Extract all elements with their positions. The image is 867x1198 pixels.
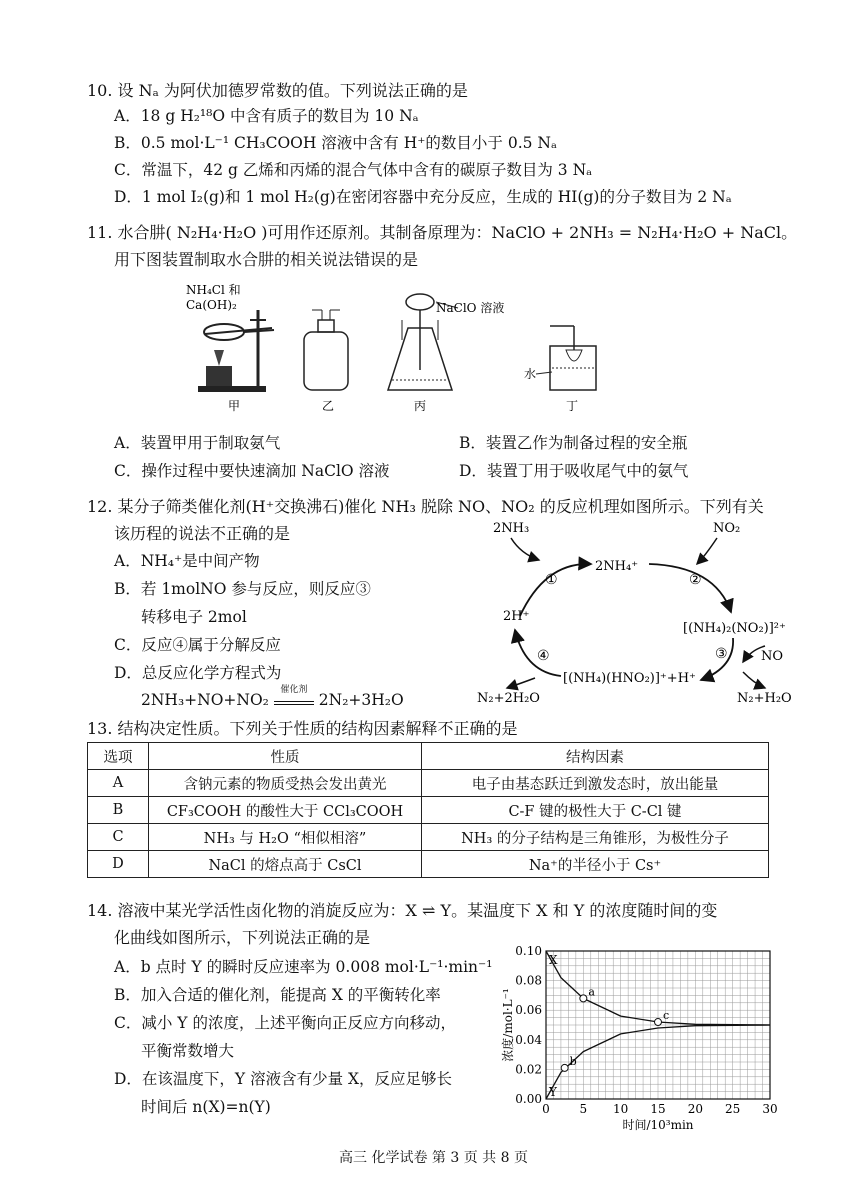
q10-option-c: C．常温下，42 g 乙烯和丙烯的混合气体中含有的碳原子数目为 3 Nₐ [114, 161, 593, 179]
point-label-b: b [569, 1054, 577, 1068]
q14-option-d-line1: D．在该温度下，Y 溶液含有少量 X，反应足够长 [114, 1070, 453, 1088]
q11-option-b: B．装置乙作为制备过程的安全瓶 [459, 434, 688, 452]
label-jia: 甲 [228, 399, 241, 413]
label-bing: 丙 [414, 399, 427, 413]
table-cell: Na⁺的半径小于 Cs⁺ [422, 851, 769, 878]
table-cell: 电子由基态跃迁到激发态时，放出能量 [422, 770, 769, 797]
mech-step-1: ① [545, 572, 558, 588]
x-tick-label: 30 [762, 1102, 778, 1116]
q10-option-b: B．0.5 mol·L⁻¹ CH₃COOH 溶液中含有 H⁺的数目小于 0.5 Nₐ [114, 134, 557, 152]
table-cell: A [88, 770, 149, 797]
q11-stem-line2: 用下图装置制取水合肼的相关说法错误的是 [114, 250, 419, 269]
x-tick-label: 0 [542, 1102, 550, 1116]
q11-option-a: A．装置甲用于制取氨气 [114, 434, 281, 452]
table-cell: CF₃COOH 的酸性大于 CCl₃COOH [149, 797, 422, 824]
q14-stem-line2: 化曲线如图所示，下列说法正确的是 [114, 928, 371, 947]
q12-option-a: A．NH₄⁺是中间产物 [114, 552, 260, 570]
mech-in-no: NO [761, 649, 784, 664]
catalyst-label: 催化剂 [280, 685, 308, 695]
q14-option-c-line2: 平衡常数增大 [141, 1042, 235, 1060]
reagent-label-1: NH₄Cl 和 [186, 283, 241, 297]
point-c [655, 1019, 662, 1026]
q14-option-d-line2: 时间后 n(X)=n(Y) [141, 1098, 271, 1116]
series-label-Y: Y [549, 1085, 557, 1099]
series-label-X: X [549, 953, 558, 967]
point-label-a: a [588, 985, 595, 999]
table-cell: C-F 键的极性大于 C-Cl 键 [422, 797, 769, 824]
x-tick-label: 10 [613, 1102, 629, 1116]
table-cell: D [88, 851, 149, 878]
y-tick-label: 0.06 [515, 1003, 542, 1018]
table-row [88, 851, 769, 878]
apparatus-bing [388, 294, 504, 390]
mechanism-diagram [465, 512, 810, 712]
table-cell: NaCl 的熔点高于 CsCl [149, 851, 422, 878]
mech-complex-1: [(NH₄)₂(NO₂)]²⁺ [683, 621, 786, 636]
q12-stem-line2: 该历程的说法不正确的是 [114, 524, 291, 543]
point-label-c: c [663, 1009, 670, 1023]
mech-nh4: 2NH₄⁺ [595, 559, 639, 574]
x-tick-label: 15 [650, 1102, 666, 1116]
page-footer: 高三 化学试卷 第 3 页 共 8 页 [339, 1150, 528, 1166]
mech-h: 2H⁺ [503, 609, 530, 624]
apparatus-ding [524, 326, 596, 390]
table-cell: 含钠元素的物质受热会发出黄光 [149, 770, 422, 797]
point-a [580, 995, 587, 1002]
y-axis-label: 浓度/mol·L⁻¹ [501, 988, 515, 1062]
table-header-row [88, 743, 769, 770]
label-yi: 乙 [322, 399, 335, 413]
apparatus-figure [180, 280, 600, 415]
table-row [88, 824, 769, 851]
x-tick-label: 5 [579, 1102, 588, 1116]
table-row [88, 770, 769, 797]
q12-option-d-line1: D．总反应化学方程式为 [114, 664, 282, 682]
q11-stem-line1: 11. 水合肼( N₂H₄·H₂O )可用作还原剂。其制备原理为：NaClO + 2NH₃ = N₂H₄·H₂O + NaCl。 [87, 223, 798, 242]
q12-option-c: C．反应④属于分解反应 [114, 636, 281, 654]
concentration-chart [490, 935, 790, 1135]
q14-option-b: B．加入合适的催化剂，能提高 X 的平衡转化率 [114, 986, 441, 1004]
q12-option-d-line2 [141, 685, 404, 709]
table-cell: NH₃ 与 H₂O “相似相溶” [149, 824, 422, 851]
table-header: 选项 [88, 743, 149, 770]
mech-out-2: N₂+2H₂O [477, 691, 540, 706]
q10-stem: 10. 设 Nₐ 为阿伏加德罗常数的值。下列说法正确的是 [87, 81, 468, 100]
q12-option-b-line2: 转移电子 2mol [141, 608, 247, 626]
q10-option-d: D．1 mol I₂(g)和 1 mol H₂(g)在密闭容器中充分反应，生成的 HI(g)的分子数目为 2 Nₐ [114, 188, 732, 206]
x-tick-label: 25 [725, 1102, 741, 1116]
y-tick-label: 0.02 [515, 1062, 542, 1077]
table-header: 性质 [149, 743, 422, 770]
q11-option-c: C．操作过程中要快速滴加 NaClO 溶液 [114, 462, 390, 480]
table-header: 结构因素 [422, 743, 769, 770]
q12-option-b-line1: B．若 1molNO 参与反应，则反应③ [114, 580, 371, 598]
table-cell: B [88, 797, 149, 824]
q14-option-c-line1: C．减小 Y 的浓度，上述平衡向正反应方向移动， [114, 1014, 456, 1032]
mech-step-2: ② [689, 572, 702, 588]
x-tick-label: 20 [687, 1102, 703, 1116]
mech-step-3: ③ [715, 646, 728, 662]
mech-out-1: N₂+H₂O [737, 691, 792, 706]
apparatus-jia [186, 283, 274, 392]
label-ding: 丁 [566, 399, 579, 413]
table-row [88, 797, 769, 824]
point-b [561, 1064, 568, 1071]
q14-option-a: A．b 点时 Y 的瞬时反应速率为 0.008 mol·L⁻¹·min⁻¹ [114, 958, 493, 976]
water-label: 水 [524, 367, 537, 381]
y-tick-label: 0.00 [515, 1092, 542, 1106]
naclo-label: NaClO 溶液 [436, 301, 505, 315]
y-tick-label: 0.10 [515, 944, 542, 958]
mech-complex-2: [(NH₄)(HNO₂)]⁺+H⁺ [563, 671, 696, 686]
x-axis-label: 时间/10³min [622, 1118, 694, 1132]
q11-option-d: D．装置丁用于吸收尾气中的氨气 [459, 462, 689, 480]
q10-option-a: A．18 g H₂¹⁸O 中含有质子的数目为 10 Nₐ [114, 107, 419, 125]
mech-step-4: ④ [537, 648, 550, 664]
table-cell: C [88, 824, 149, 851]
mech-in-no2: NO₂ [713, 521, 741, 536]
apparatus-yi [304, 310, 348, 390]
y-tick-label: 0.08 [515, 973, 542, 988]
reagent-label-2: Ca(OH)₂ [186, 298, 237, 312]
q12-stem-line1: 12. 某分子筛类催化剂(H⁺交换沸石)催化 NH₃ 脱除 NO、NO₂ 的反应机理如图所示。下列有关 [87, 497, 764, 516]
y-tick-label: 0.04 [515, 1032, 542, 1047]
q14-stem-line1: 14. 溶液中某光学活性卤化物的消旋反应为：X ⇌ Y。某温度下 X 和 Y 的浓度随时间的变 [87, 901, 718, 920]
table-cell: NH₃ 的分子结构是三角锥形，为极性分子 [422, 824, 769, 851]
total-equation-reactants: 2NH₃+NO+NO₂ [141, 691, 269, 709]
total-equation-products: 2N₂+3H₂O [318, 691, 404, 709]
mech-in-nh3: 2NH₃ [493, 521, 530, 536]
q13-stem: 13. 结构决定性质。下列关于性质的结构因素解释不正确的是 [87, 719, 518, 738]
property-table [87, 742, 769, 878]
